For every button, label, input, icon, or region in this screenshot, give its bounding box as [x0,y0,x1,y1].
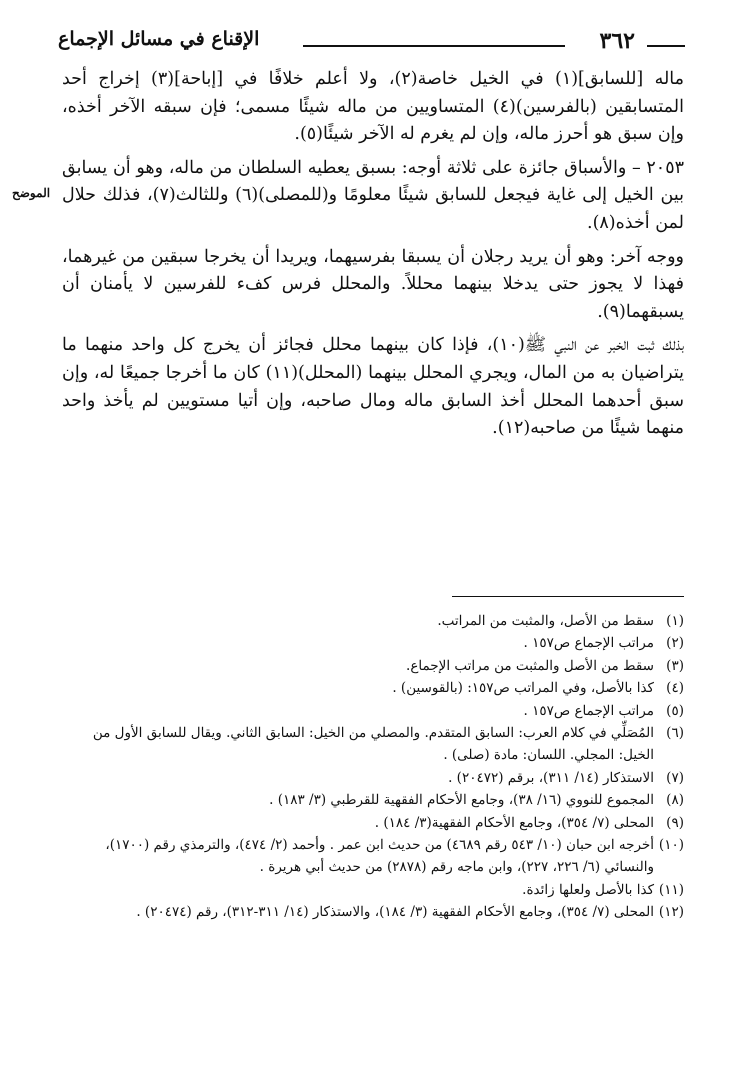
main-text [62,66,684,449]
footnote-text: المحلى (٧/ ٣٥٤)، وجامع الأحكام الفقهية(٣/ ١٨٤) . [374,814,654,831]
footnote-text: سقط من الأصل، والمثبت من المراتب. [437,613,654,629]
footnote [62,722,684,767]
footnote-text: سقط من الأصل والمثبت من مراتب الإجماع. [406,657,654,674]
footnote-text: كذا بالأصل، وفي المراتب ص١٥٧: (بالقوسين) . [392,680,654,697]
footnote-text: مراتب الإجماع ص١٥٧ . [523,635,654,652]
footnote-text: المُصَلِّي في كلام العرب: السابق المتقدم. والمصلي من الخيل: السابق الثاني. ويقال للسابق الأول من الخيل: المجلي. اللسان: مادة (صلى) . [92,725,654,764]
footnote-number: (١) [666,613,684,629]
footnote-number: (٤) [666,680,684,697]
footnote-number: (٨) [666,792,684,809]
paragraph: ٢٠٥٣ – والأسباق جائزة على ثلاثة أوجه: بسبق يعطيه السلطان من ماله، وهو أن يسابق بين الخيل إلى غاية فيجعل للسابق شيئًا معلومًا و(للمصلى)(٦) وللثالث(٧)، فذلك حلال لمن أخذه(٨). [62,157,684,233]
footnote [62,812,684,834]
footnote-number: (٢) [666,635,684,652]
header-rule [303,45,565,47]
footnote [62,767,684,789]
footnote [62,610,684,632]
paragraph: ووجه آخر: وهو أن يريد رجلان أن يسبقا بفرسيهما، ويريدا أن يخرجا سبقين من غيرهما، فهذا لا يجوز حتى يدخلا بينهما محللاً. والمحلل فرس كفء للفرسين لا يأمنان أن يسبقهما(٩). [62,246,684,322]
margin-note: الموضح [12,186,51,200]
footnote-text: كذا بالأصل ولعلها زائدة. [522,881,654,898]
footnote-text: مراتب الإجماع ص١٥٧ . [523,702,654,719]
footnote [62,789,684,811]
footnote [62,655,684,677]
footnote-number: (٥) [666,702,684,719]
page-header [58,28,685,60]
footnote-text: أخرجه ابن حبان (١٠/ ٥٤٣ رقم ٤٦٨٩) من حديث ابن عمر . وأحمد (٢/ ٤٧٤)، والترمذي رقم (١٧٠٠)، والنسائي (٦/ ٢٢٦، ٢٢٧)، وابن ماجه رقم (٢٨٧٨) من حديث أبي هريرة . [105,837,654,876]
footnote-number: (١٠) [658,837,684,854]
footnote-number: (٧) [666,769,684,786]
footnote-text: المجموع للنووي (١٦/ ٣٨)، وجامع الأحكام الفقهية للقرطبي (٣/ ١٨٣) . [269,792,654,809]
footnotes [62,610,684,924]
footnote [62,632,684,654]
footnote [62,879,684,901]
page-number: ٣٦٢ [599,28,635,54]
footnote-text: الاستذكار (١٤/ ٣١١)، برقم (٢٠٤٧٢) . [448,769,654,786]
footnote-text: المحلى (٧/ ٣٥٤)، وجامع الأحكام الفقهية (٣/ ١٨٤)، والاستذكار (١٤/ ٣١١-٣١٢)، رقم (٢٠٤٧٤) . [136,904,654,921]
footnote [62,834,684,879]
footnote [62,901,684,923]
paragraph: بذلك ثبت الخبر عن النبي ﷺ(١٠)، فإذا كان بينهما محلل فجائز أن يخرج كل واحد منهما ما يتراضيان به من المال، ويجري المحلل بينهما (المحلل)(١١) كان ما أخرجا جميعًا له، وإن سبق أحدهما المحلل أخذ السابق ماله ومال صاحبه، وإن أتيا مستويين لم يأخذ واحد منهما شيئًا من صاحبه(١٢). [62,335,684,439]
paragraph: ماله [للسابق](١) في الخيل خاصة(٢)، ولا أعلم خلافًا في [إباحة](٣) إخراج أحد المتسابقين (بالفرسين)(٤) المتساويين من ماله شيئًا مسمى؛ فإن سبقه الآخر أخذه، وإن سبق هو أحرز ماله، وإن لم يغرم له الآخر شيئًا(٥). [62,69,685,145]
footnote [62,677,684,699]
footnote-number: (١١) [658,881,684,898]
footnote-number: (٦) [666,725,684,742]
running-title: الإقناع في مسائل الإجماع [58,28,260,50]
footnote [62,700,684,722]
footnote-separator [452,596,684,597]
footnote-number: (٩) [666,814,684,831]
header-rule-right [647,45,685,47]
footnote-number: (٣) [666,657,684,674]
footnote-number: (١٢) [658,904,684,921]
